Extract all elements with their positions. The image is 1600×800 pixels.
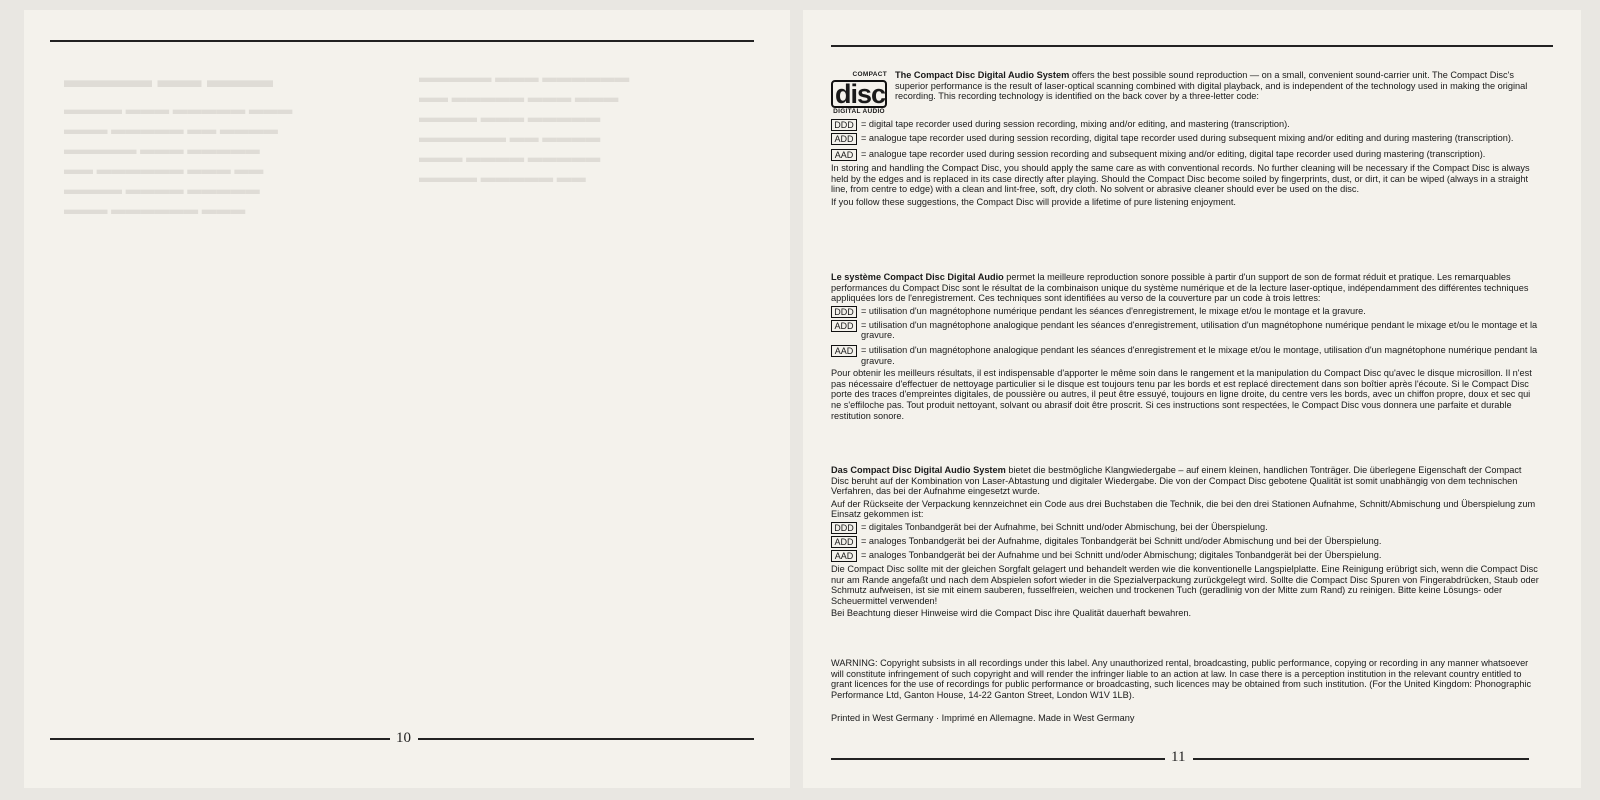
footer-rule-left [50,738,390,740]
intro-text: permet la meilleure reproduction sonore possible à partir d'un support de son de format réduit et pratique. Les remarquables performances du Compact Disc sont le résultat de la combinaison unique du système numérique et de la lecture laser-optique, indépendamment des différentes techniques appliquées lors de l'enregistrement. Ces techniques sont identifiées au verso de la couverture par un code à trois lettres: [831,272,1529,304]
section-title: Das Compact Disc Digital Audio System [831,465,1006,475]
code-row-add [831,320,1541,341]
code-row-aad [831,149,1541,161]
code-badge: DDD [831,522,857,534]
intro-text: offers the best possible sound reproduction — on a small, convenient sound-carrier unit. The Compact Disc's superior performance is the result of laser-optical scanning combined with digital playback, and is independent of the technology used in making the original recording. This recording technology is identified on the back cover by a three-letter code: [895,70,1528,102]
code-description: = utilisation d'un magnétophone analogique pendant les séances d'enregistrement, utilisation d'un magnétophone numérique pendant le mixage et/ou le montage et la gravure. [861,319,1538,341]
footer-rule-right [418,738,754,740]
intro-paragraph [831,70,1541,102]
logo-disc-text: disc [831,80,887,108]
code-description: = digitales Tonbandgerät bei der Aufnahme, bei Schnitt und/oder Abmischung, bei der Überspielung. [861,521,1268,532]
code-description: = utilisation d'un magnétophone numérique pendant les séances d'enregistrement, le mixage et/ou le montage et la gravure. [861,305,1366,316]
code-row-aad [831,345,1541,366]
care-paragraph: Die Compact Disc sollte mit der gleichen Sorgfalt gelagert und behandelt werden wie die konventionelle Langspielplatte. Eine Reinigung erübrigt sich, wenn die Compact Disc nur am Rande angefaßt und nach dem Abspielen sofort wieder in die Spezialverpackung zurückgelegt wird. Sollte die Compact Disc Spuren von Fingerabdrücken, Staub oder Schmutz aufweisen, ist sie mit einem sauberen, fusselfreien, weichen und trockenen Tuch (geradlinig von der Mitte zum Rand) zu reinigen. Bitte keine Lösungs- oder Scheuermittel verwenden! [831,563,1539,606]
code-row-aad [831,550,1541,562]
section-german [831,465,1541,621]
code-row-ddd [831,522,1541,534]
printed-in-notice: Printed in West Germany · Imprimé en Allemagne. Made in West Germany [831,713,1135,723]
code-badge: DDD [831,119,857,131]
intro-text: bietet die bestmögliche Klangwiedergabe – auf einem kleinen, handlichen Tonträger. Die überlegene Eigenschaft der Compact Disc beruht auf der Kombination von Laser-Abtastung und digitaler Wiedergabe. Die von der Compact Disc gebotene Qualität ist somit unabhängig von dem technischen Verfahren, das bei der Aufnahme eingesetzt wurde. [831,465,1522,497]
code-description: = analogue tape recorder used during session recording, digital tape recorder used during subsequent mixing and/or editing and during mastering (transcription). [861,133,1514,143]
code-description: = utilisation d'un magnétophone analogique pendant les séances d'enregistrement et le mixage et/ou le montage, utilisation d'un magnétophone numérique pendant la gravure. [861,344,1538,366]
section-french [831,272,1541,423]
code-badge: ADD [831,536,857,548]
code-description: = analogue tape recorder used during session recording and subsequent mixing and/or editing, digital tape recorder used during mastering (transcription). [861,149,1486,159]
intro-paragraph-2: Auf der Rückseite der Verpackung kennzeichnet ein Code aus drei Buchstaben die Technik, die bei den drei Stationen Aufnahme, Schnitt/Abmischung und Überspielung zum Einsatz gekommen ist: [831,498,1536,520]
section-title: The Compact Disc Digital Audio System [895,70,1070,80]
code-description: = digital tape recorder used during session recording, mixing and/or editing, and mastering (transcription). [861,119,1290,129]
intro-paragraph [831,465,1541,497]
intro-paragraph [831,272,1541,304]
copyright-warning: WARNING: Copyright subsists in all recordings under this label. Any unauthorized rental, broadcasting, public performance, copying or recording in any manner whatsoever will constitute infringement of such copyright and will render the infringer liable to an action at law. In case there is a perception institution in the relevant country entitled to grant licences for the use of recordings for public performance or broadcasting, such licences may be obtained from such institution. (For the United Kingdom: Phonographic Performance Ltd, Ganton House, 14-22 Ganton Street, London W1V 1LB). [831,658,1532,700]
code-badge: AAD [831,550,857,562]
code-badge: AAD [831,345,857,357]
logo-top-text: COMPACT [852,71,887,78]
right-page [803,10,1581,788]
bleed-through-text: ▬▬▬▬ ▬▬ ▬▬▬ ▬▬▬▬ ▬▬▬ ▬▬▬▬▬ ▬▬▬ ▬▬▬ ▬▬▬▬▬ ▬▬ ▬▬▬▬ ▬▬▬▬▬ ▬▬▬ ▬▬▬▬▬ ▬▬ ▬▬▬▬▬▬ ▬▬▬ ▬▬ ▬▬▬▬ ▬▬▬▬ ▬▬▬▬▬ ▬▬▬ ▬▬▬▬▬▬ ▬▬▬ ▬▬▬▬▬ ▬▬▬ ▬▬▬▬▬▬ ▬▬ ▬▬▬▬▬ ▬▬▬ ▬▬▬ ▬▬▬▬ ▬▬▬ ▬▬▬▬▬ ▬▬▬▬▬▬ ▬▬ ▬▬▬▬ ▬▬▬ ▬▬▬▬ ▬▬▬▬▬ ▬▬▬▬ ▬▬▬▬▬ ▬▬ [64,67,630,218]
code-badge: ADD [831,320,857,332]
code-description: = analoges Tonbandgerät bei der Aufnahme und bei Schnitt und/oder Abmischung; digitales Tonbandgerät bei der Überspielung. [861,549,1382,560]
care-paragraph: In storing and handling the Compact Disc, you should apply the same care as with conventional records. No further cleaning will be necessary if the Compact Disc is always held by the edges and is replaced in its case directly after playing. Should the Compact Disc become soiled by fingerprints, dust, or dirt, it can be wiped (always in a straight line, from centre to edge) with a clean and lint-free, soft, dry cloth. No solvent or abrasive cleaner should ever be used on the disc. [831,163,1530,195]
logo-bottom-text: DIGITAL AUDIO [833,107,885,115]
code-row-ddd [831,306,1541,318]
page-number: 10 [396,730,411,746]
code-row-ddd [831,119,1541,131]
top-rule [831,45,1553,47]
code-badge: AAD [831,149,857,161]
closing-paragraph: Bei Beachtung dieser Hinweise wird die Compact Disc ihre Qualität dauerhaft bewahren. [831,608,1192,619]
code-badge: ADD [831,133,857,145]
code-row-add [831,133,1541,145]
top-rule [50,40,754,42]
footer-rule-left [831,758,1165,760]
code-row-add [831,536,1541,548]
code-description: = analoges Tonbandgerät bei der Aufnahme, digitales Tonbandgerät bei Schnitt und/oder Abmischung und bei der Überspielung. [861,535,1382,546]
code-badge: DDD [831,306,857,318]
left-page [24,10,790,788]
footer-rule-right [1193,758,1529,760]
care-paragraph: Pour obtenir les meilleurs résultats, il est indispensable d'apporter le même soin dans le rangement et la manipulation du Compact Disc qu'avec le disque microsillon. Il n'est pas nécessaire d'effectuer de nettoyage particulier si le disque est toujours tenu par les bords et est replacé directement dans son boîtier après l'écoute. Si le Compact Disc porte des traces d'empreintes digitales, de poussière ou autres, il peut être essuyé, toujours en ligne droite, du centre vers les bords, avec un chiffon propre, doux et sec qui ne s'effiloche pas. Tout produit nettoyant, solvant ou abrasif doit être proscrit. Si ces instructions sont respectées, le Compact Disc vous donnera une parfaite et durable restitution sonore. [831,368,1532,421]
closing-paragraph: If you follow these suggestions, the Compact Disc will provide a lifetime of pure listening enjoyment. [831,196,1236,207]
compact-disc-logo [831,72,887,115]
section-english [831,70,1541,209]
section-title: Le système Compact Disc Digital Audio [831,272,1004,282]
page-number: 11 [1171,749,1186,765]
